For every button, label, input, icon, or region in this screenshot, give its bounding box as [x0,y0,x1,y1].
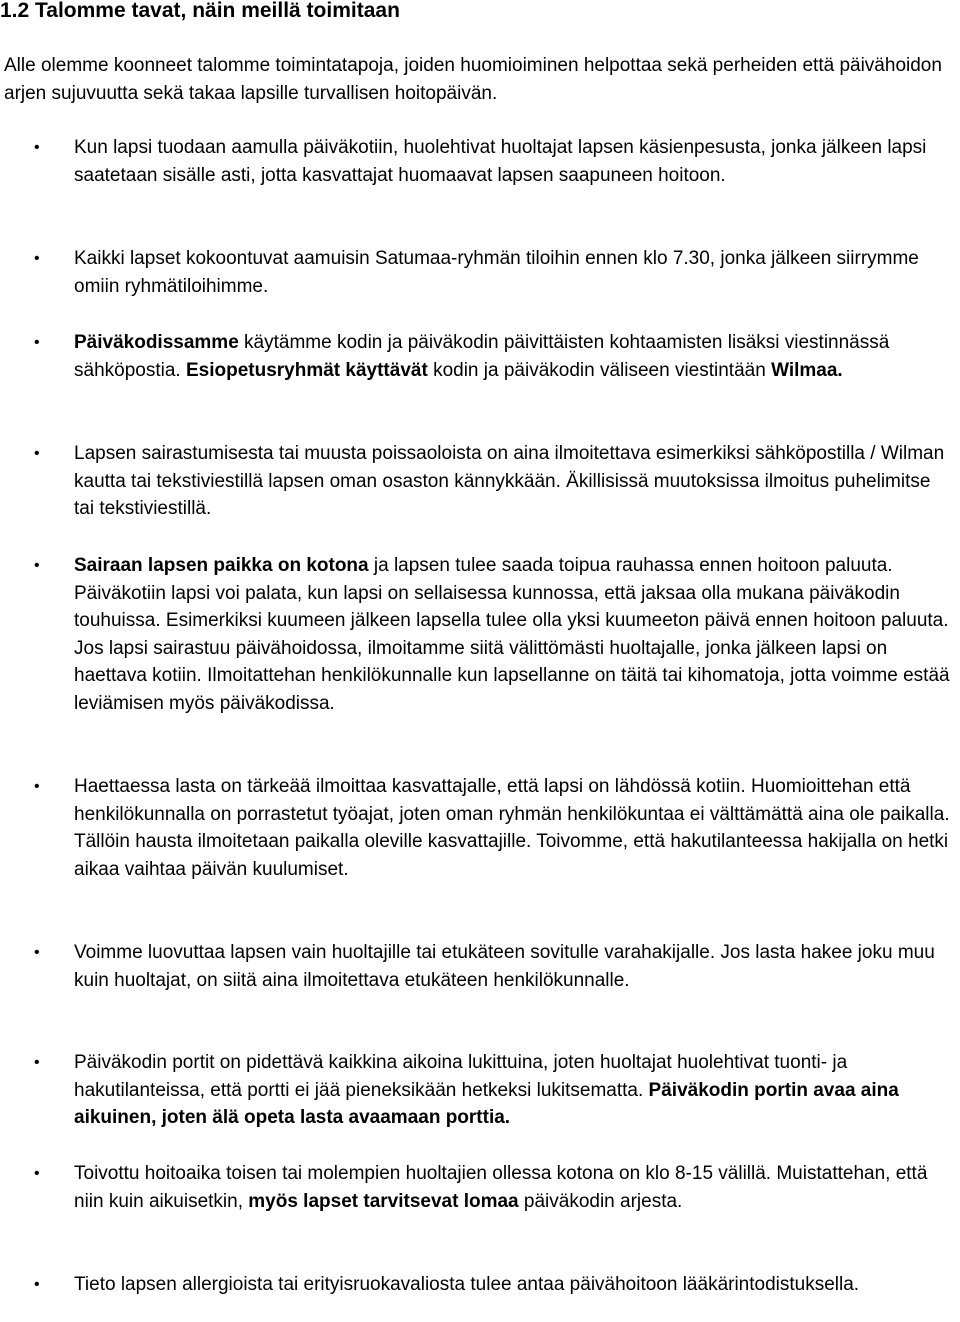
item-bold-text: Esiopetusryhmät käyttävät [185,359,428,381]
item-bold-text: Sairaan lapsen paikka on kotona [74,555,369,576]
bullet-icon: • [34,250,40,267]
bullet-icon: • [34,334,40,351]
list-item [34,245,954,300]
item-text: ja lapsen tulee saada toipua rauhassa ennen hoitoon paluuta. Päiväkotiin lapsi voi palata, kun lapsi on sellaisessa kunnossa, että jaksaa olla mukana päiväkodin touhuissa. Esimerkiksi kuumeen jälkeen lapsella tulee olla yksi kuumeeton päivä ennen hoitoon paluuta. Jos lapsi sairastuu päivähoidossa, ilmoitamme siitä välittömästi huoltajalle, jonka jälkeen lapsi on haettava kotiin. Ilmoitattehan henkilökunnalle kun lapsellanne on täitä tai kihomatoja, jotta voimme estää leviämisen myös päiväkodissa. [74,555,950,714]
bullet-icon: • [34,1054,40,1071]
list-item [34,329,954,384]
item-bold-text: Päiväkodissamme [74,332,239,353]
list-item [34,939,954,994]
item-text: Voimme luovuttaa lapsen vain huoltajille tai etukäteen sovitulle varahakijalle. Jos lasta hakee joku muu kuin huoltajat, on siitä aina ilmoitettava etukäteen henkilökunnalle. [74,942,935,991]
bullet-icon: • [34,1276,40,1293]
list-item [34,1271,954,1299]
intro-paragraph: Alle olemme koonneet talomme toimintatapoja, joiden huomioiminen helpottaa sekä perheiden että päivähoidon arjen sujuvuutta sekä takaa lapsille turvallisen hoitopäivän. [4,55,942,104]
list-item [34,1160,954,1215]
item-bold-text: myös lapset tarvitsevat lomaa [248,1190,519,1212]
bullet-icon: • [34,139,40,156]
item-text: kodin ja päiväkodin väliseen viestintään [427,359,772,381]
item-text: Päiväkodin portit on pidettävä kaikkina aikoina lukittuina, joten huoltajat huolehtivat tuonti- ja hakutilanteissa, että portti ei jää pieneksikään hetkeksi lukitsematta. [74,1052,848,1101]
item-text: Haettaessa lasta on tärkeää ilmoittaa kasvattajalle, että lapsi on lähdössä kotiin. Huomioittehan että henkilökunnalla on porrastetut työajat, joten oman ryhmän henkilökuntaa ei välttämättä aina ole paikalla. Tällöin hausta ilmoitetaan paikalla oleville kasvattajille. Toivomme, että hakutilanteessa hakijalla on hetki aikaa vaihtaa päivän kuulumiset. [74,776,950,880]
bullet-icon: • [34,1165,40,1182]
bullet-icon: • [34,944,40,961]
item-text: Kun lapsi tuodaan aamulla päiväkotiin, huolehtivat huoltajat lapsen käsienpesusta, jonka jälkeen lapsi saatetaan sisälle asti, jotta kasvattajat huomaavat lapsen saapuneen hoitoon. [74,137,927,186]
item-text: käytämme kodin ja päiväkodin päivittäisten kohtaamisten lisäksi viestinnässä sähköpostia. [74,332,890,381]
item-text: Toivottu hoitoaika toisen tai molempien huoltajien ollessa kotona on klo 8-15 välillä. Muistattehan, että niin kuin aikuisetkin, [74,1163,928,1212]
bullet-icon: • [34,778,40,795]
bullet-icon: • [34,445,40,462]
item-text: Tieto lapsen allergioista tai erityisruokavaliosta tulee antaa päivähoitoon lääkärintodistuksella. [74,1274,860,1295]
item-bold-text: Wilmaa. [771,359,843,381]
item-text: Kaikki lapset kokoontuvat aamuisin Satumaa-ryhmän tiloihin ennen klo 7.30, jonka jälkeen siirrymme omiin ryhmätiloihimme. [74,248,919,297]
list-item [34,440,954,523]
list-item [34,1049,954,1132]
item-bold-text: Päiväkodin portin avaa aina aikuinen, joten älä opeta lasta avaamaan porttia. [74,1079,899,1128]
item-text: Lapsen sairastumisesta tai muusta poissaoloista on aina ilmoitettava esimerkiksi sähköpostilla / Wilman kautta tai tekstiviestillä lapsen oman osaston kännykkään. Äkillisissä muutoksissa ilmoitus puhelimitse tai tekstiviestillä. [74,443,945,519]
section-heading: 1.2 Talomme tavat, näin meillä toimitaan [0,0,400,22]
list-item [34,134,954,189]
bullet-icon: • [34,557,40,574]
list-item [34,773,954,883]
item-text: päiväkodin arjesta. [518,1190,683,1212]
list-item [34,552,954,717]
